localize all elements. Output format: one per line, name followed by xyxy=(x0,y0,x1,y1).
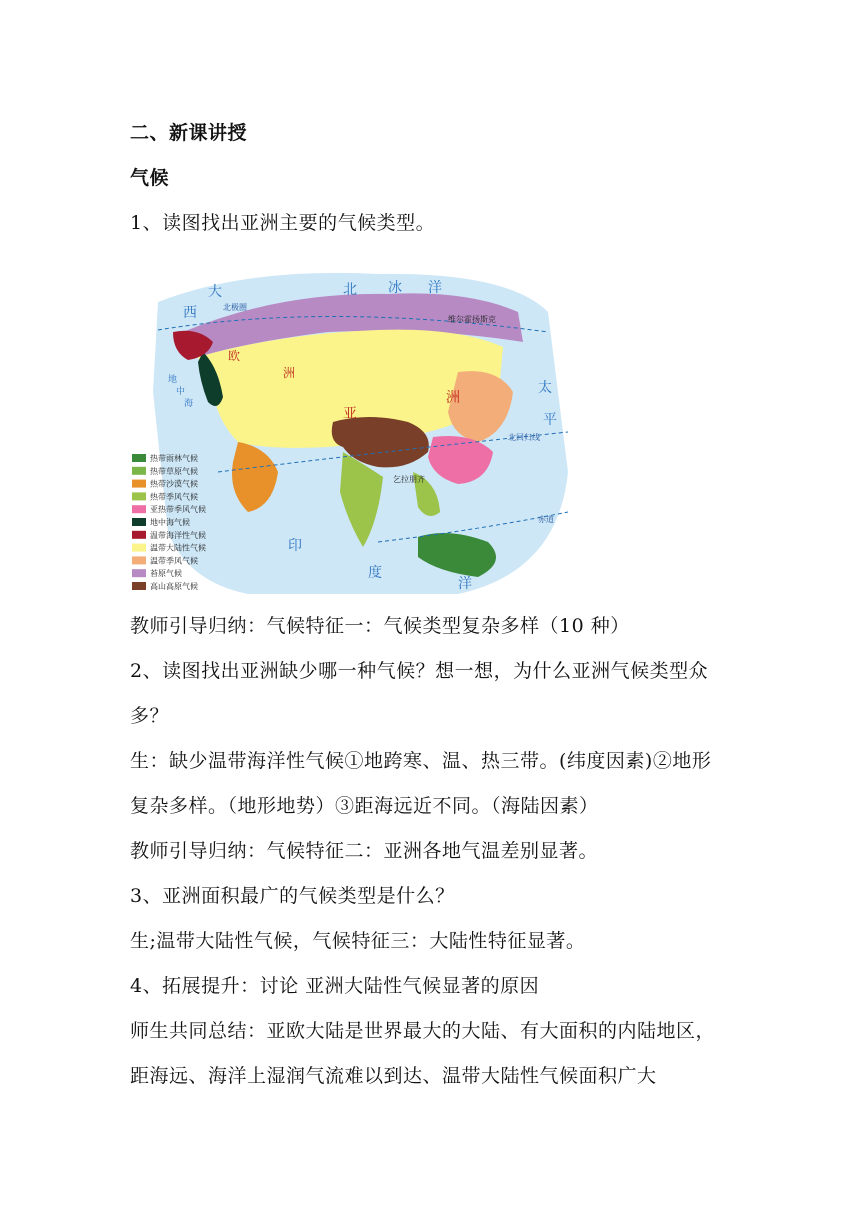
legend-swatch xyxy=(132,531,146,539)
ocean-label: 印 xyxy=(288,538,302,554)
sea-label: 地 xyxy=(168,375,178,385)
label-equator: 赤道 xyxy=(538,515,554,524)
label-cherrapunji: 乞拉朋齐 xyxy=(393,475,425,484)
legend-swatch xyxy=(132,480,146,488)
text-line-9: 生;温带大陆性气候，气候特征三：大陆性特征显著。 xyxy=(130,930,586,952)
legend-swatch xyxy=(132,569,146,577)
continent-label: 洲 xyxy=(283,366,296,380)
continent-label: 亚 xyxy=(343,406,357,422)
legend-swatch xyxy=(132,582,146,590)
label-arctic-circle: 北极圈 xyxy=(223,303,247,312)
sea-label: 海 xyxy=(184,399,194,409)
text-line-10: 4、拓展提升：讨论 亚洲大陆性气候显著的原因 xyxy=(130,975,540,997)
text-line-8: 3、亚洲面积最广的气候类型是什么？ xyxy=(130,885,455,907)
legend-label: 温带季风气候 xyxy=(150,556,198,566)
text-line-4: 多？ xyxy=(130,705,170,727)
legend-label: 地中海气候 xyxy=(150,518,190,527)
text-line-2: 教师引导归纳：气候特征一：气候类型复杂多样（10 种） xyxy=(130,615,630,637)
ocean-label: 大 xyxy=(208,284,222,300)
legend-label: 热带季风气候 xyxy=(150,492,198,502)
legend-label: 亚热带季风气候 xyxy=(150,505,206,515)
text-line-5: 生：缺少温带海洋性气候①地跨寒、温、热三带。(纬度因素)②地形 xyxy=(130,750,712,772)
text-line-7: 教师引导归纳：气候特征二：亚洲各地气温差别显著。 xyxy=(130,840,599,862)
legend-swatch xyxy=(132,467,146,475)
text-line-1: 1、读图找出亚洲主要的气候类型。 xyxy=(130,212,436,234)
legend-label: 热带沙漠气候 xyxy=(150,479,198,489)
section-title: 二、新课讲授 xyxy=(130,122,248,144)
text-line-11: 师生共同总结：亚欧大陆是世界最大的大陆、有大面积的内陆地区， xyxy=(130,1020,716,1042)
ocean-label: 西 xyxy=(183,305,197,321)
ocean-label: 冰 xyxy=(388,280,402,296)
continent-label: 欧 xyxy=(228,349,241,363)
ocean-label: 平 xyxy=(543,412,557,428)
legend-swatch xyxy=(132,544,146,552)
ocean-label: 太 xyxy=(538,380,552,396)
legend-label: 苔原气候 xyxy=(150,569,182,579)
legend-swatch xyxy=(132,454,146,462)
legend-label: 热带草原气候 xyxy=(150,466,198,476)
label-tropic-cancer: 北回归线 xyxy=(508,433,540,442)
legend-swatch xyxy=(132,556,146,564)
legend-label: 高山高原气候 xyxy=(150,582,198,591)
ocean-label: 洋 xyxy=(428,280,442,296)
continent-label: 洲 xyxy=(446,390,460,406)
legend-swatch xyxy=(132,518,146,526)
text-line-12: 距海远、海洋上湿润气流难以到达、温带大陆性气候面积广大 xyxy=(130,1065,657,1087)
text-line-6: 复杂多样。（地形地势）③距海远近不同。（海陆因素） xyxy=(130,795,599,817)
label-verkhoyansk: 维尔霍扬斯克 xyxy=(448,315,496,324)
legend-label: 温带海洋性气候 xyxy=(150,530,206,540)
legend-label: 温带大陆性气候 xyxy=(150,543,206,553)
ocean-label: 度 xyxy=(368,565,382,581)
legend-label: 热带雨林气候 xyxy=(150,454,198,463)
ocean-label: 北 xyxy=(343,282,357,298)
sea-label: 中 xyxy=(176,387,186,397)
subtitle: 气候 xyxy=(130,167,170,189)
text-line-3: 2、读图找出亚洲缺少哪一种气候？想一想，为什么亚洲气候类型众 xyxy=(130,660,709,682)
ocean-label: 洋 xyxy=(458,576,472,592)
asia-climate-map xyxy=(128,272,576,598)
legend-swatch xyxy=(132,505,146,513)
legend-swatch xyxy=(132,492,146,500)
